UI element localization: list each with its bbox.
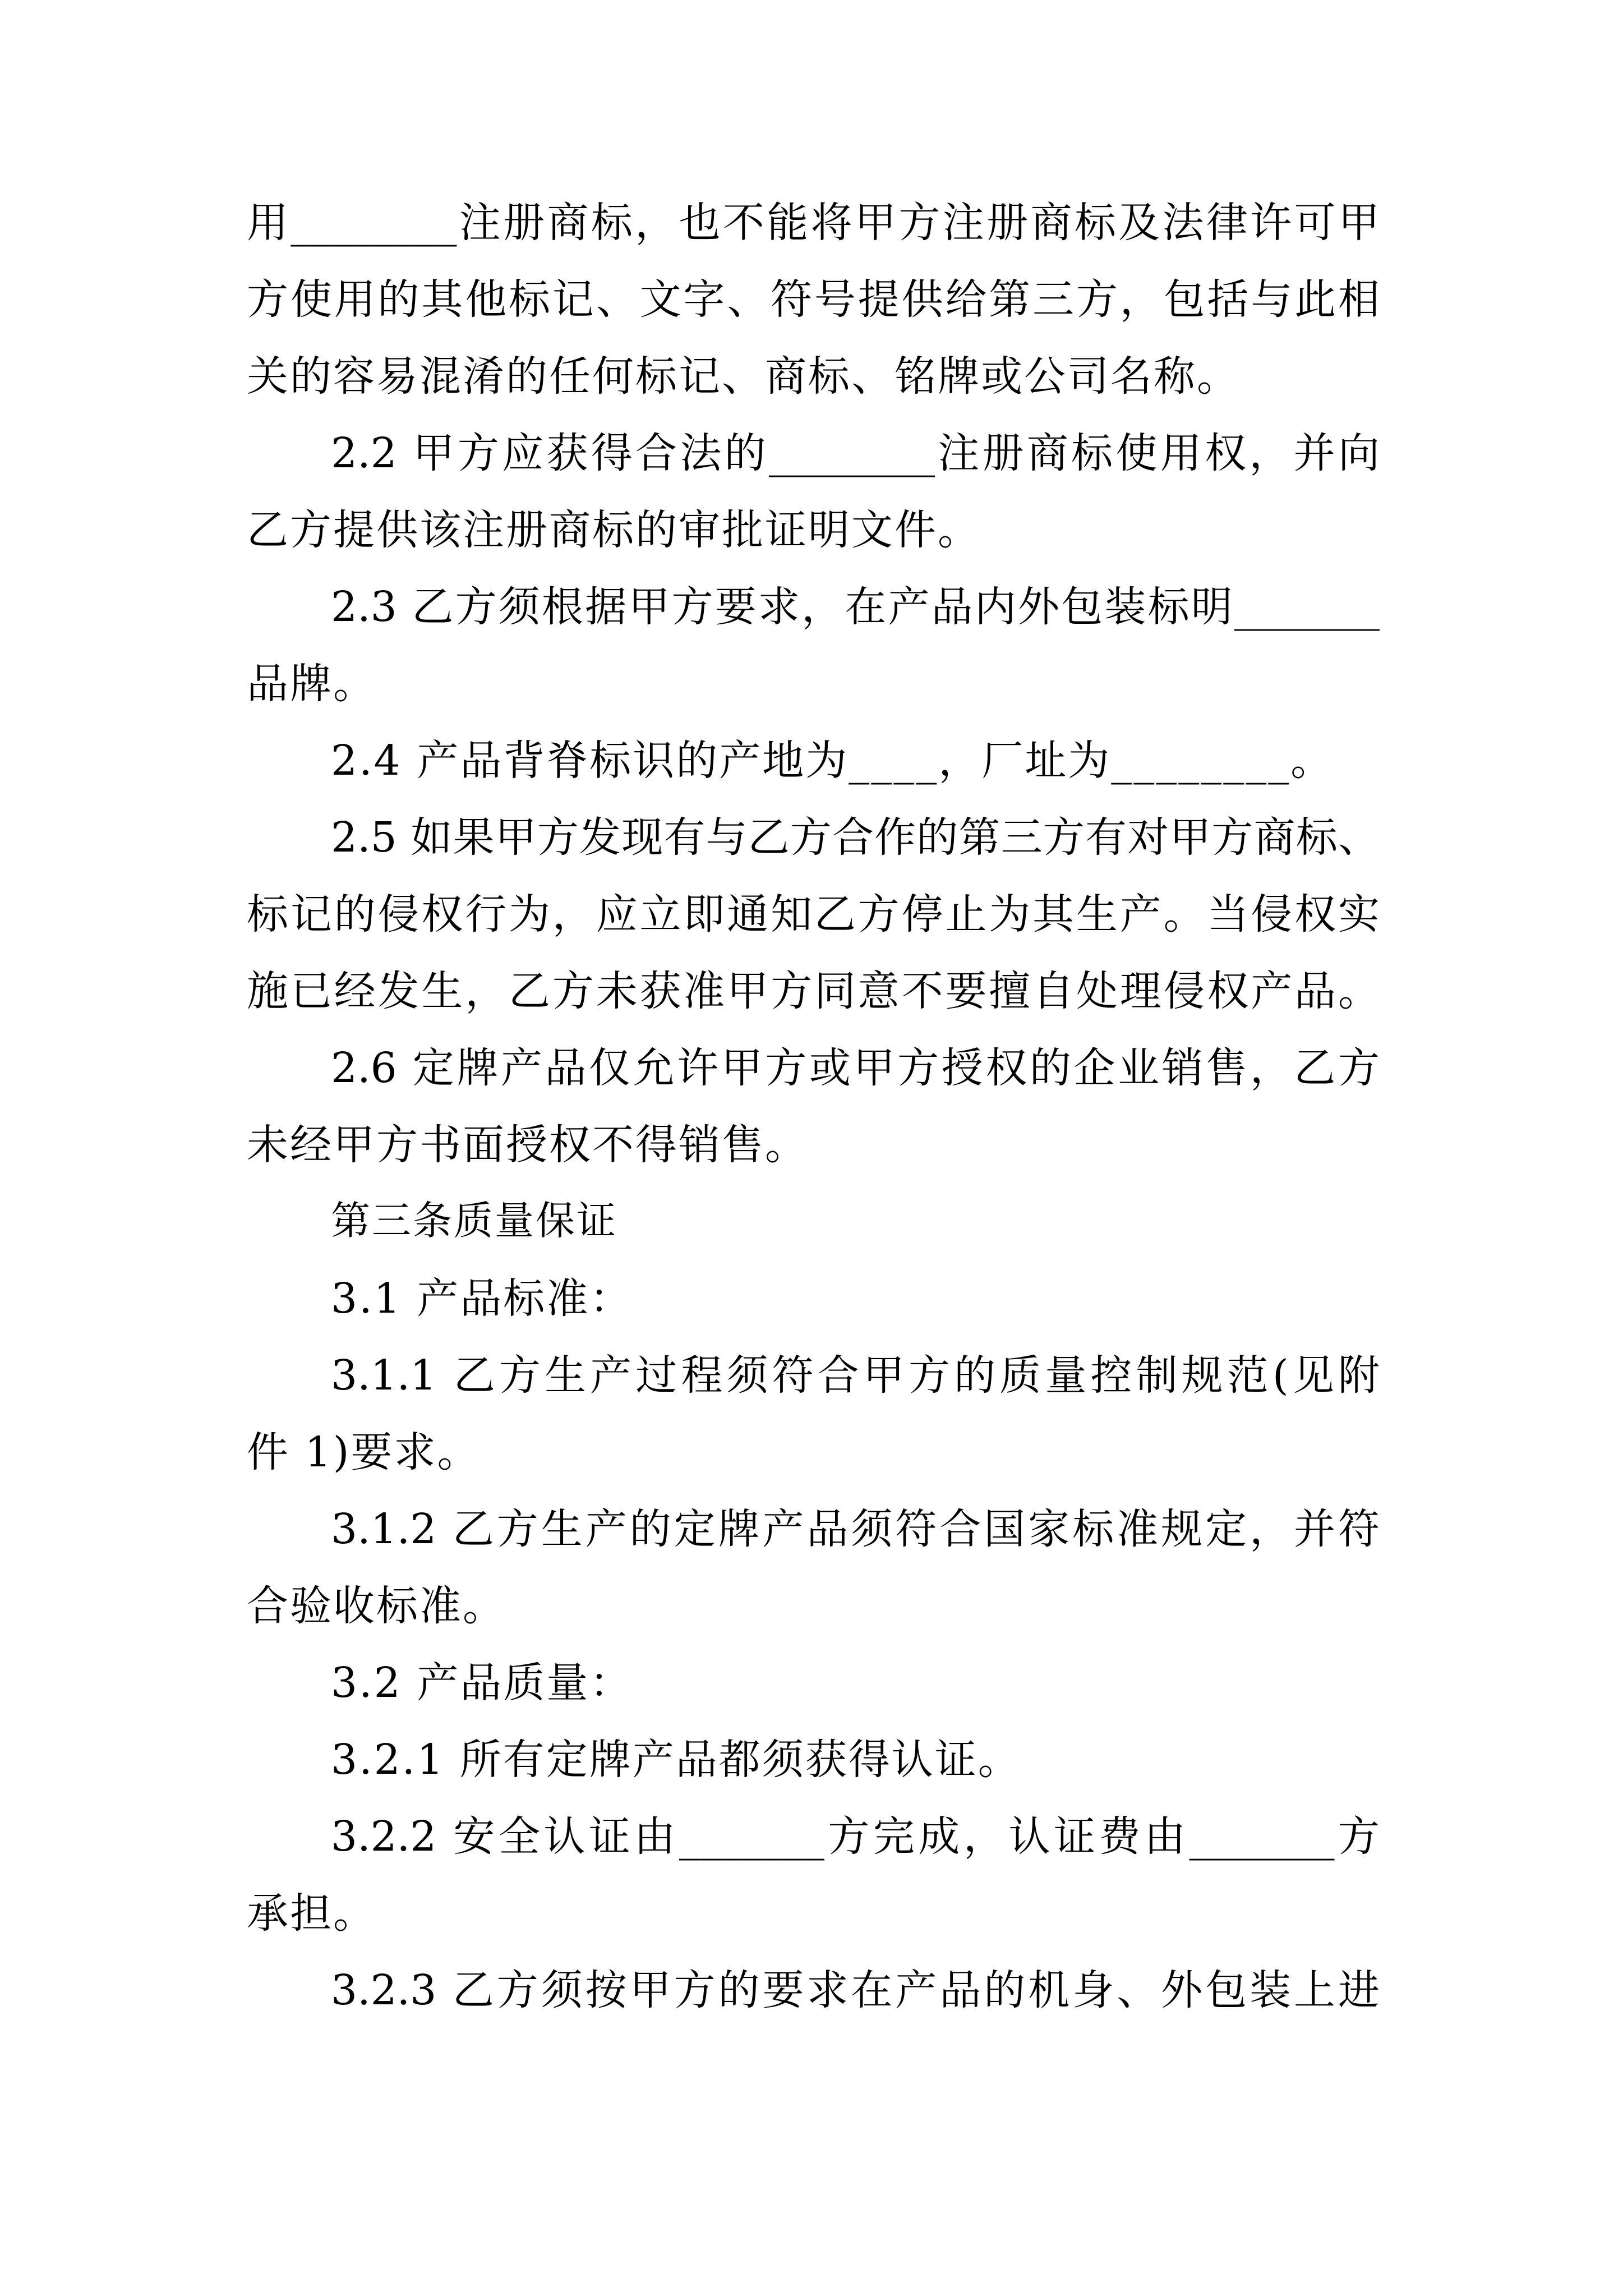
paragraph-line: 2.4 产品背脊标识的产地为____，厂址为________。 [331,737,1334,785]
paragraph-line: 件 1)要求。 [247,1428,481,1476]
paragraph-line: 3.2.3 乙方须按甲方的要求在产品的机身、外包装上进 [331,1966,1380,2014]
paragraph-line: 3.2.1 所有定牌产品都须获得认证。 [331,1736,1021,1784]
paragraph-line: 3.2 产品质量： [331,1659,633,1707]
paragraph-line: 3.2.2 安全认证由_______方完成，认证费由_______方 [331,1812,1380,1861]
paragraph-line: 2.6 定牌产品仅允许甲方或甲方授权的企业销售，乙方 [331,1044,1380,1092]
paragraph-line: 2.5 如果甲方发现有与乙方合作的第三方有对甲方商标、 [331,813,1380,862]
paragraph-line: 品牌。 [247,660,376,708]
paragraph-line: 承担。 [247,1889,376,1938]
paragraph-line: 2.2 甲方应获得合法的________注册商标使用权，并向 [331,429,1380,477]
paragraph-line: 用________注册商标，也不能将甲方注册商标及法律许可甲 [247,199,1380,247]
section-heading: 第三条质量保证 [331,1198,617,1244]
paragraph-line: 2.3 乙方须根据甲方要求，在产品内外包装标明_______ [331,583,1380,631]
paragraph-line: 标记的侵权行为，应立即通知乙方停止为其生产。当侵权实 [247,890,1380,938]
paragraph-line: 未经甲方书面授权不得销售。 [247,1121,808,1169]
paragraph-line: 合验收标准。 [247,1582,506,1630]
paragraph-line: 3.1.2 乙方生产的定牌产品须符合国家标准规定，并符 [331,1505,1380,1553]
paragraph-line: 3.1 产品标准： [331,1274,633,1323]
paragraph-line: 3.1.1 乙方生产过程须符合甲方的质量控制规范(见附 [331,1351,1380,1400]
paragraph-line: 方使用的其他标记、文字、符号提供给第三方，包括与此相 [247,275,1380,324]
paragraph-line: 施已经发生，乙方未获准甲方同意不要擅自处理侵权产品。 [247,967,1380,1015]
paragraph-line: 乙方提供该注册商标的审批证明文件。 [247,506,981,554]
paragraph-line: 关的容易混淆的任何标记、商标、铭牌或公司名称。 [247,352,1240,401]
